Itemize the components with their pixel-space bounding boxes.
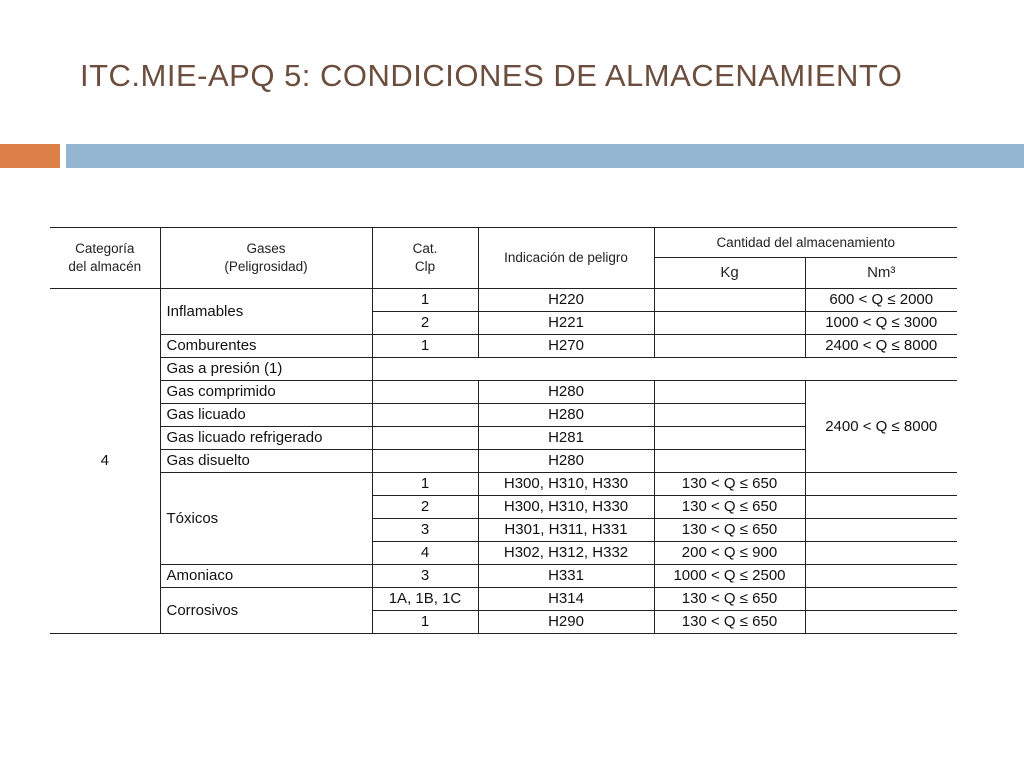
kg-cell: 130 < Q ≤ 650 [654,473,805,496]
nm3-cell: 1000 < Q ≤ 3000 [805,312,957,335]
hazard-cell: H302, H312, H332 [478,542,654,565]
header-kg: Kg [654,258,805,289]
cat-cell [372,404,478,427]
header-gases: Gases (Peligrosidad) [160,228,372,289]
gas-label-gas-comprimido: Gas comprimido [160,381,372,404]
kg-cell [654,335,805,358]
kg-cell [654,450,805,473]
nm3-cell [805,588,957,611]
nm3-cell [805,473,957,496]
kg-cell [654,381,805,404]
hazard-cell: H301, H311, H331 [478,519,654,542]
nm3-cell [805,542,957,565]
hazard-cell: H280 [478,381,654,404]
nm3-cell [805,565,957,588]
hazard-cell: H220 [478,289,654,312]
header-indicacion: Indicación de peligro [478,228,654,289]
kg-cell: 130 < Q ≤ 650 [654,611,805,634]
gas-label-comburentes: Comburentes [160,335,372,358]
hazard-cell: H290 [478,611,654,634]
cat-cell: 1 [372,289,478,312]
table-row [50,473,957,496]
gas-label-gas-licuado-refrigerado: Gas licuado refrigerado [160,427,372,450]
cat-cell [372,427,478,450]
gas-label-toxicos: Tóxicos [160,473,372,565]
accent-bar-orange [0,144,60,168]
gas-label-gas-disuelto: Gas disuelto [160,450,372,473]
storage-conditions-table [50,227,957,634]
table-row [50,335,957,358]
hazard-cell: H314 [478,588,654,611]
table-row [50,381,957,404]
kg-cell: 130 < Q ≤ 650 [654,496,805,519]
cat-cell: 2 [372,312,478,335]
cat-cell: 1 [372,473,478,496]
kg-cell [654,427,805,450]
kg-cell [654,312,805,335]
cat-cell: 1A, 1B, 1C [372,588,478,611]
gas-label-gas-licuado: Gas licuado [160,404,372,427]
kg-cell [654,404,805,427]
hazard-cell: H221 [478,312,654,335]
cat-cell [372,381,478,404]
cat-cell [372,450,478,473]
nm3-cell: 2400 < Q ≤ 8000 [805,335,957,358]
hazard-cell: H270 [478,335,654,358]
kg-cell: 200 < Q ≤ 900 [654,542,805,565]
nm3-cell [805,611,957,634]
empty-cell [372,358,957,381]
header-categoria: Categoría del almacén [50,228,160,289]
gas-label-inflamables: Inflamables [160,289,372,335]
kg-cell: 130 < Q ≤ 650 [654,519,805,542]
hazard-cell: H300, H310, H330 [478,496,654,519]
cat-cell: 3 [372,519,478,542]
gas-label-corrosivos: Corrosivos [160,588,372,634]
gas-label-gas-presion: Gas a presión (1) [160,358,372,381]
categoria-value: 4 [50,289,160,634]
gas-label-amoniaco: Amoniaco [160,565,372,588]
nm3-cell [805,519,957,542]
accent-bar-blue [66,144,1024,168]
table-row [50,588,957,611]
hazard-cell: H281 [478,427,654,450]
kg-cell: 1000 < Q ≤ 2500 [654,565,805,588]
table-row [50,565,957,588]
header-nm3: Nm³ [805,258,957,289]
header-cat-clp: Cat. Clp [372,228,478,289]
nm3-cell: 600 < Q ≤ 2000 [805,289,957,312]
kg-cell: 130 < Q ≤ 650 [654,588,805,611]
nm3-cell-presion-group: 2400 < Q ≤ 8000 [805,381,957,473]
slide-title: ITC.MIE-APQ 5: CONDICIONES DE ALMACENAMIENTO [80,58,903,93]
hazard-cell: H280 [478,404,654,427]
hazard-cell: H280 [478,450,654,473]
cat-cell: 3 [372,565,478,588]
header-cantidad: Cantidad del almacenamiento [654,228,957,258]
cat-cell: 1 [372,335,478,358]
table-row [50,358,957,381]
hazard-cell: H300, H310, H330 [478,473,654,496]
kg-cell [654,289,805,312]
nm3-cell [805,496,957,519]
cat-cell: 1 [372,611,478,634]
cat-cell: 4 [372,542,478,565]
cat-cell: 2 [372,496,478,519]
table-row [50,289,957,312]
hazard-cell: H331 [478,565,654,588]
